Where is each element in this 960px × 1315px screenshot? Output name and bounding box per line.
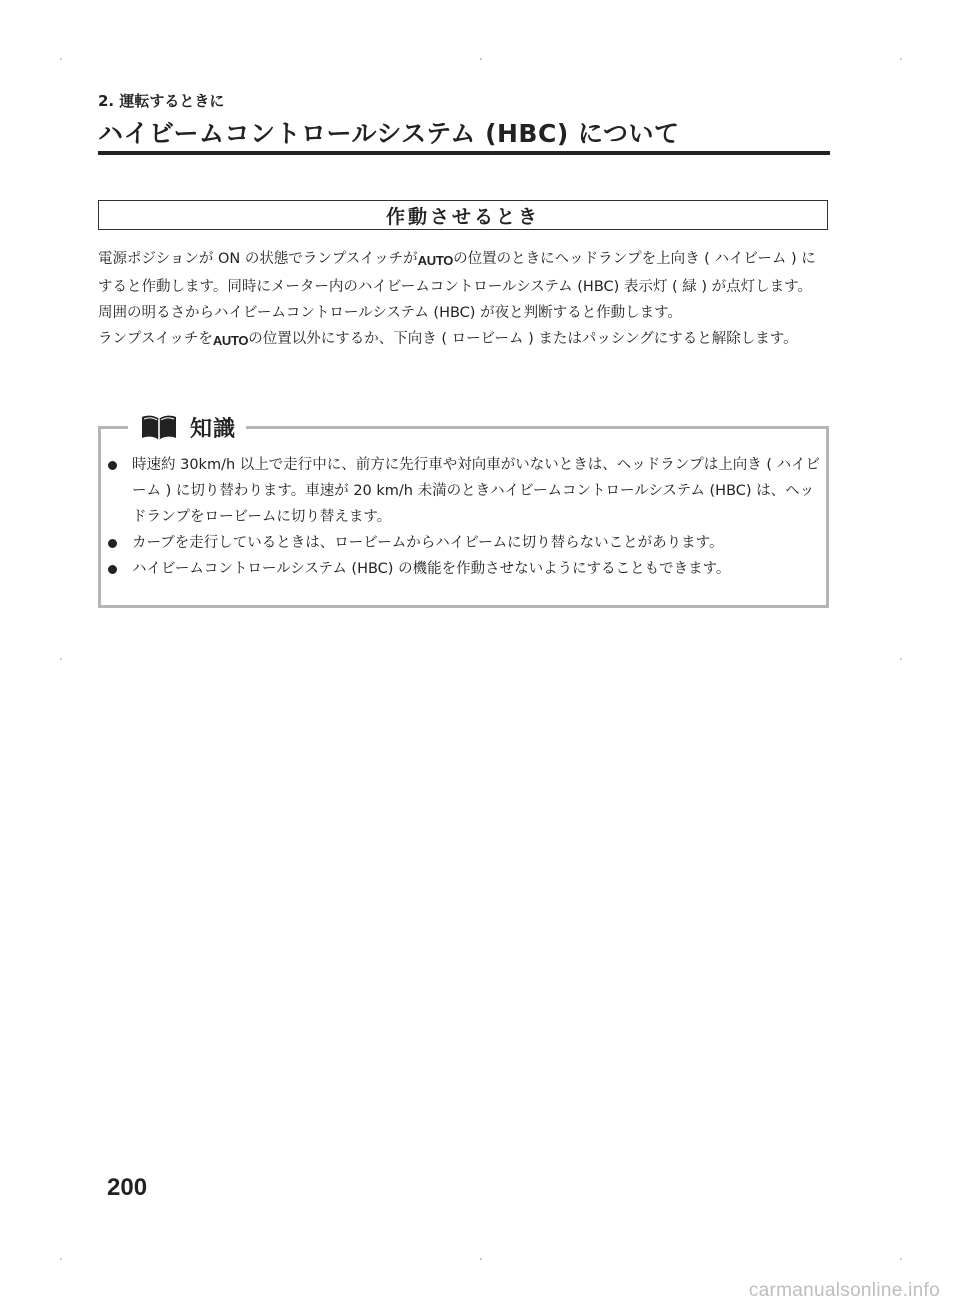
paragraph-2: 周囲の明るさからハイビームコントロールシステム (HBC) が夜と判断すると作動します。 xyxy=(98,305,682,321)
subhead-title: 作動させるとき xyxy=(385,205,540,228)
list-item xyxy=(104,530,822,556)
body-text xyxy=(98,246,830,354)
info-list xyxy=(104,452,822,582)
paragraph-1-part-a: 電源ポジションが ON の状態でランプスイッチが xyxy=(98,251,418,267)
info-label: 知識 xyxy=(190,416,237,442)
auto-symbol: AUTO xyxy=(212,333,249,348)
paragraph-3-part-a: ランプスイッチを xyxy=(98,331,213,347)
bullet-icon xyxy=(108,461,117,470)
section-label: 2. 運転するときに xyxy=(98,92,225,110)
book-icon xyxy=(140,413,178,441)
list-item xyxy=(104,452,822,530)
paragraph-1-part-b: の位置のときにヘッドランプを上向き ( ハイビーム ) にすると作動します。同時にメーター内のハイビームコントロールシステム (HBC) 表示灯 ( 緑 ) が点灯します。 xyxy=(98,251,816,295)
title-rule xyxy=(98,151,830,155)
bullet-icon xyxy=(108,539,117,548)
paragraph-1 xyxy=(98,246,830,300)
paragraph-3-part-b: の位置以外にするか、下向き ( ロービーム ) またはパッシングにすると解除します。 xyxy=(248,331,798,347)
watermark: carmanualsonline.info xyxy=(748,1280,940,1301)
bullet-icon xyxy=(108,565,117,574)
info-header xyxy=(128,410,246,444)
page-number: 200 xyxy=(107,1174,148,1201)
list-item-text: 時速約 30km/h 以上で走行中に、前方に先行車や対向車がいないときは、ヘッドランプは上向き ( ハイビーム ) に切り替わります。車速が 20 km/h 未満のときハイビームコントロールシステム (HBC) は、ヘッドランプをロービームに切り替えます。 xyxy=(132,457,821,525)
list-item-text: ハイビームコントロールシステム (HBC) の機能を作動させないようにすることもできます。 xyxy=(132,561,731,577)
page-title: ハイビームコントロールシステム (HBC) について xyxy=(98,119,680,148)
auto-symbol: AUTO xyxy=(417,253,454,268)
paragraph-3 xyxy=(98,326,830,354)
list-item xyxy=(104,556,822,582)
subhead-box xyxy=(98,200,828,230)
list-item-text: カーブを走行しているときは、ロービームからハイビームに切り替らないことがあります。 xyxy=(132,535,724,551)
